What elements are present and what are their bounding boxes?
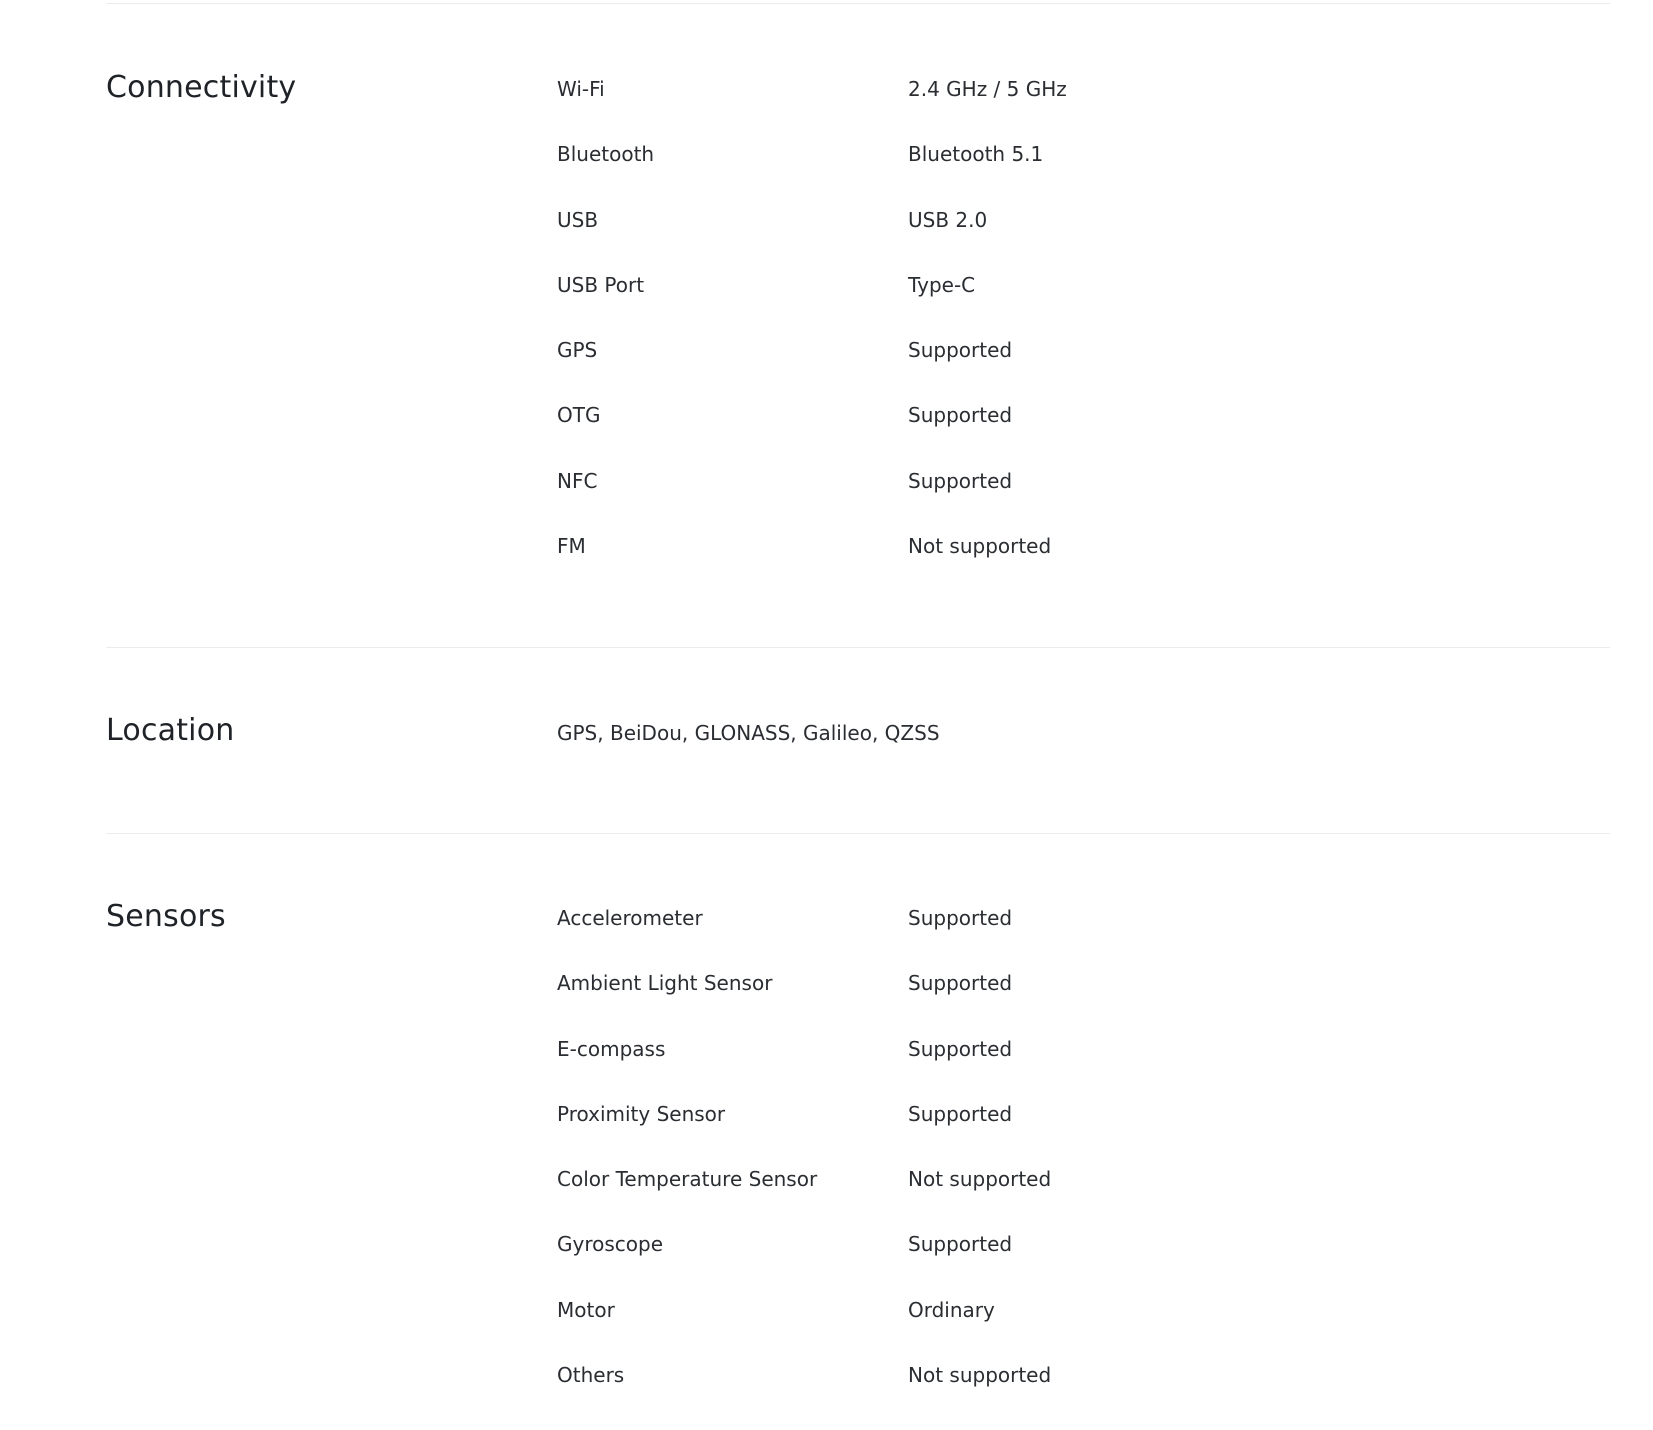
spec-value: Supported	[908, 338, 1013, 363]
section-connectivity	[0, 70, 1653, 573]
spec-row-otg	[557, 405, 1457, 470]
spec-row-gyroscope	[557, 1234, 1457, 1299]
spec-row-bluetooth	[557, 144, 1457, 209]
spec-row-accelerometer	[557, 908, 1457, 973]
spec-list-connectivity	[557, 79, 1457, 601]
spec-label: Gyroscope	[557, 1232, 664, 1257]
spec-value: Supported	[908, 403, 1013, 428]
spec-value: Supported	[908, 971, 1013, 996]
section-divider	[106, 833, 1610, 834]
spec-label: Proximity Sensor	[557, 1101, 726, 1126]
spec-label: FM	[557, 534, 586, 559]
spec-value: Supported	[908, 1101, 1013, 1126]
spec-row-others	[557, 1365, 1457, 1430]
spec-label: E-compass	[557, 1036, 666, 1061]
spec-row-gps	[557, 340, 1457, 405]
spec-value: Not supported	[908, 1167, 1052, 1192]
spec-label: Others	[557, 1363, 625, 1388]
section-location	[0, 713, 1653, 776]
spec-label: USB Port	[557, 272, 645, 297]
section-title-sensors: Sensors	[106, 899, 226, 934]
section-title-connectivity: Connectivity	[106, 70, 297, 105]
spec-label: GPS	[557, 338, 598, 363]
spec-value: Supported	[908, 468, 1013, 493]
section-divider	[106, 647, 1610, 648]
spec-value: USB 2.0	[908, 207, 988, 232]
spec-label: Color Temperature Sensor	[557, 1167, 818, 1192]
spec-row-color-temperature-sensor	[557, 1169, 1457, 1234]
spec-label: NFC	[557, 468, 598, 493]
spec-value: Ordinary	[908, 1297, 995, 1322]
spec-value: Type-C	[908, 272, 976, 297]
spec-row-motor	[557, 1297, 1457, 1365]
spec-list-sensors	[557, 908, 1457, 1430]
spec-row-usb-port	[557, 272, 1457, 340]
spec-row-wifi	[557, 79, 1457, 144]
section-title-location: Location	[106, 713, 235, 748]
spec-label: Wi-Fi	[557, 77, 605, 101]
spec-value: Bluetooth 5.1	[908, 142, 1044, 167]
spec-value: Supported	[908, 1036, 1013, 1061]
spec-row-usb	[557, 207, 1457, 275]
spec-value: Supported	[908, 1232, 1013, 1257]
spec-value: Supported	[908, 906, 1013, 930]
spec-label: Ambient Light Sensor	[557, 971, 773, 996]
spec-value: Not supported	[908, 534, 1052, 559]
spec-row-fm	[557, 536, 1457, 601]
location-value: GPS, BeiDou, GLONASS, Galileo, QZSS	[557, 721, 940, 745]
spec-row-ambient-light-sensor	[557, 973, 1457, 1038]
section-divider-top	[106, 3, 1610, 4]
spec-row-nfc	[557, 468, 1457, 536]
spec-value: 2.4 GHz / 5 GHz	[908, 77, 1067, 101]
spec-label: Bluetooth	[557, 142, 655, 167]
spec-value: Not supported	[908, 1363, 1052, 1388]
spec-label: USB	[557, 207, 599, 232]
spec-label: OTG	[557, 403, 601, 428]
section-sensors	[0, 899, 1653, 1402]
spec-label: Motor	[557, 1297, 615, 1322]
spec-row-proximity-sensor	[557, 1101, 1457, 1169]
spec-label: Accelerometer	[557, 906, 703, 930]
spec-row-e-compass	[557, 1036, 1457, 1104]
